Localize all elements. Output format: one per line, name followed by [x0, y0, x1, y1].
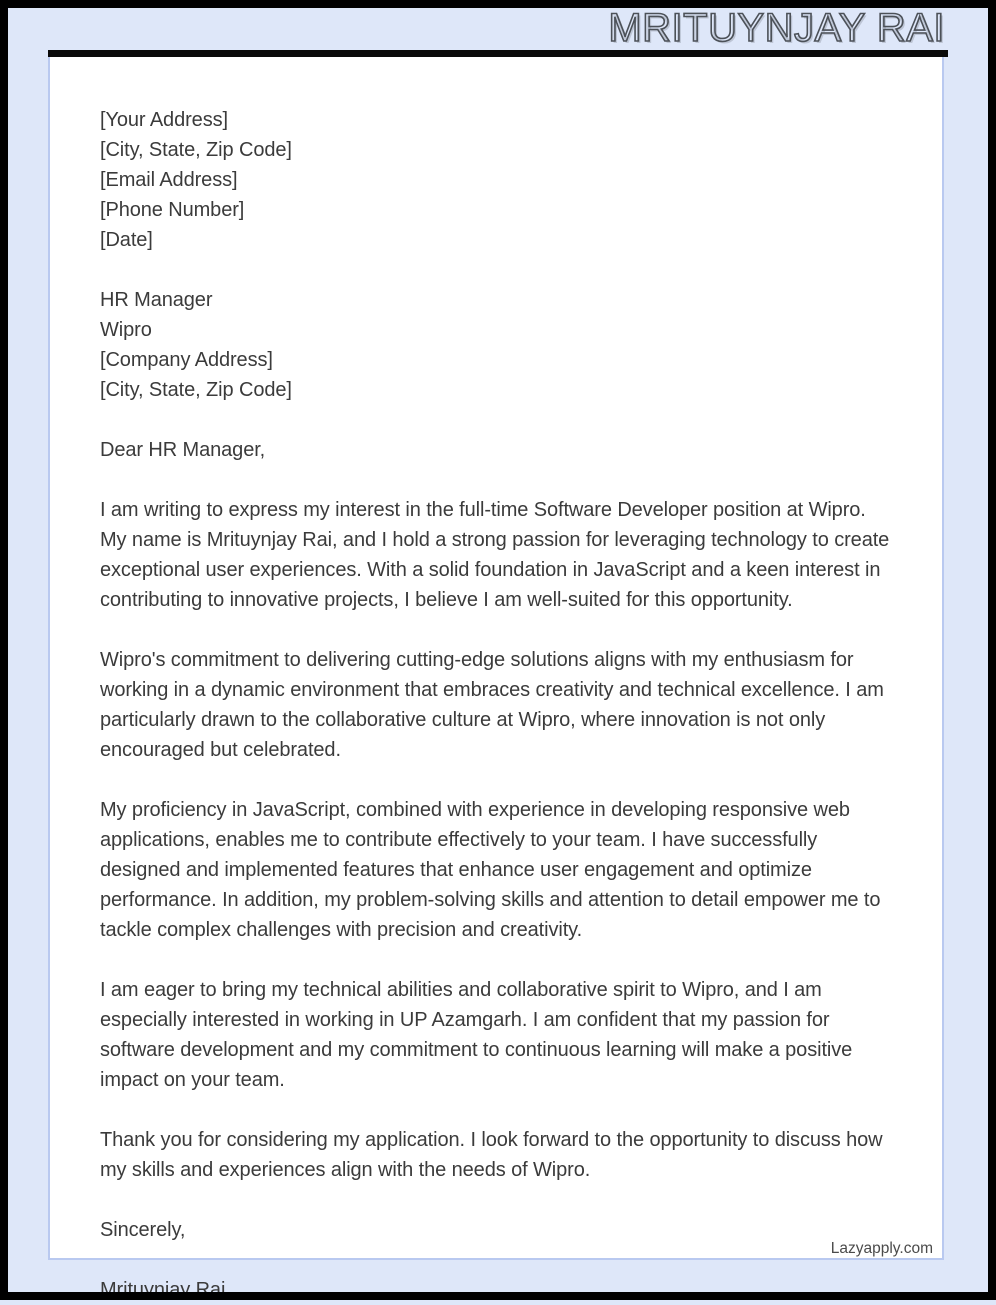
sender-address-line: [Date]	[100, 229, 153, 251]
letter-body	[50, 57, 942, 1305]
letter-paragraph: Thank you for considering my application. I look forward to the opportunity to discuss how my skills and experiences align with the needs of Wipro.	[100, 1129, 883, 1181]
sender-address-line: [City, State, Zip Code]	[100, 139, 292, 161]
recipient-address-line: [Company Address]	[100, 349, 273, 371]
sender-address-line: [Email Address]	[100, 169, 238, 191]
recipient-address-line: [City, State, Zip Code]	[100, 379, 292, 401]
closing: Sincerely,	[100, 1219, 186, 1241]
sender-address-block	[100, 105, 896, 255]
recipient-address-line: Wipro	[100, 319, 152, 341]
letter-paragraph: My proficiency in JavaScript, combined with experience in developing responsive web applications, enables me to contribute effectively to your team. I have successfully designed and implemented features that enhance user engagement and optimize performance. In addition, my problem-solving skills and attention to detail empower me to tackle complex challenges with precision and creativity.	[100, 799, 881, 941]
header-divider-rule	[48, 50, 948, 57]
letter-paragraph: I am eager to bring my technical abilities and collaborative spirit to Wipro, and I am especially interested in working in UP Azamgarh. I am confident that my passion for software development and my commitment to continuous learning will make a positive impact on your team.	[100, 979, 853, 1091]
recipient-address-block	[100, 285, 896, 405]
sender-address-line: [Your Address]	[100, 109, 228, 131]
sender-address-line: [Phone Number]	[100, 199, 245, 221]
letter-page	[48, 57, 944, 1301]
lazyapply-watermark: Lazyapply.com	[830, 1240, 933, 1257]
salutation: Dear HR Manager,	[100, 439, 266, 461]
recipient-address-line: HR Manager	[100, 289, 213, 311]
letter-paragraph: I am writing to express my interest in the full-time Software Developer position at Wipro. My name is Mrituynjay Rai, and I hold a strong passion for leveraging technology to create exceptional user experiences. With a solid foundation in JavaScript and a keen interest in contributing to innovative projects, I believe I am well-suited for this opportunity.	[100, 499, 890, 611]
candidate-name-heading: MRITUYNJAY RAI	[608, 6, 945, 50]
signature-name: Mrituynjay Rai	[100, 1279, 226, 1301]
letter-paragraph: Wipro's commitment to delivering cutting-edge solutions aligns with my enthusiasm for working in a dynamic environment that embraces creativity and technical excellence. I am particularly drawn to the collaborative culture at Wipro, where innovation is not only encouraged but celebrated.	[100, 649, 884, 761]
